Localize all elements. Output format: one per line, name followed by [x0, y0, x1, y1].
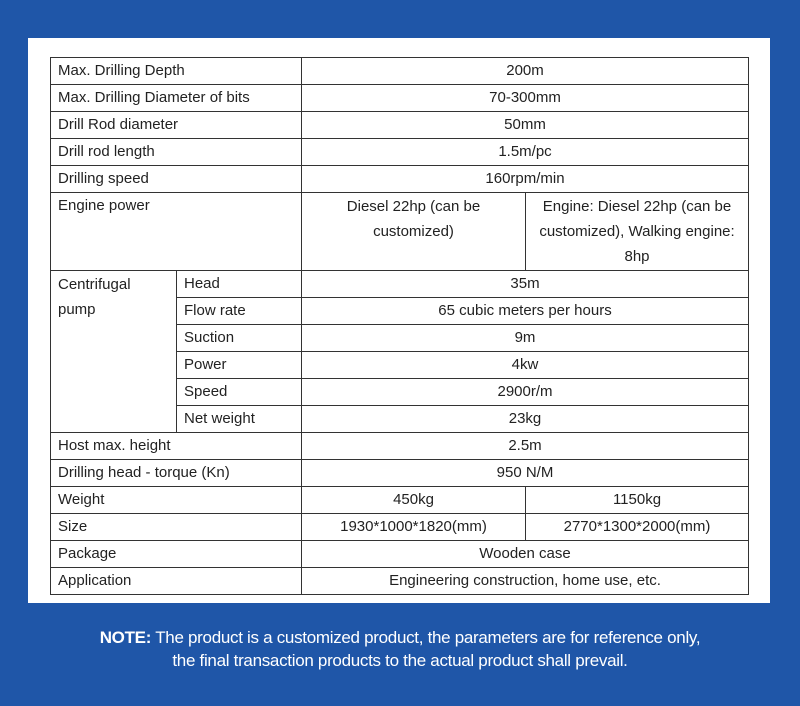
row-value-a: 450kg	[302, 487, 526, 514]
table-row	[51, 139, 749, 166]
disclaimer-note	[0, 626, 800, 672]
row-label: Engine power	[51, 193, 302, 271]
table-row	[51, 166, 749, 193]
row-value: 160rpm/min	[302, 166, 749, 193]
row-label: Speed	[177, 379, 302, 406]
table-row	[51, 433, 749, 460]
row-label: Drill Rod diameter	[51, 112, 302, 139]
row-value: 35m	[302, 271, 749, 298]
table-row	[51, 541, 749, 568]
table-row	[51, 193, 749, 271]
note-prefix: NOTE:	[99, 628, 152, 647]
row-label: Host max. height	[51, 433, 302, 460]
row-value-a: 1930*1000*1820(mm)	[302, 514, 526, 541]
row-label: Drilling head - torque (Kn)	[51, 460, 302, 487]
row-value: 1.5m/pc	[302, 139, 749, 166]
row-value-b: 2770*1300*2000(mm)	[526, 514, 749, 541]
row-value: 950 N/M	[302, 460, 749, 487]
row-value-b: Engine: Diesel 22hp (can be customized), Walking engine: 8hp	[526, 193, 749, 271]
row-value: Wooden case	[302, 541, 749, 568]
row-label: Drill rod length	[51, 139, 302, 166]
row-label: Head	[177, 271, 302, 298]
row-label: Drilling speed	[51, 166, 302, 193]
row-value: 200m	[302, 58, 749, 85]
table-row	[51, 85, 749, 112]
row-value: 70-300mm	[302, 85, 749, 112]
row-value: 50mm	[302, 112, 749, 139]
row-value: 65 cubic meters per hours	[302, 298, 749, 325]
row-label: Max. Drilling Depth	[51, 58, 302, 85]
table-row	[51, 271, 749, 298]
row-value-b: 1150kg	[526, 487, 749, 514]
table-row	[51, 514, 749, 541]
spec-table	[50, 57, 749, 595]
row-label: Application	[51, 568, 302, 595]
row-value: 9m	[302, 325, 749, 352]
row-label: Max. Drilling Diameter of bits	[51, 85, 302, 112]
row-value: 2900r/m	[302, 379, 749, 406]
pump-group-label: Centrifugal pump	[51, 271, 177, 433]
row-label: Power	[177, 352, 302, 379]
note-line-2: the final transaction products to the actual product shall prevail.	[172, 651, 628, 670]
row-value: 23kg	[302, 406, 749, 433]
row-value: Engineering construction, home use, etc.	[302, 568, 749, 595]
table-row	[51, 58, 749, 85]
table-row	[51, 460, 749, 487]
row-label: Suction	[177, 325, 302, 352]
note-line-1: The product is a customized product, the parameters are for reference only,	[151, 628, 701, 647]
row-label: Net weight	[177, 406, 302, 433]
row-value: 4kw	[302, 352, 749, 379]
row-label: Size	[51, 514, 302, 541]
row-value: 2.5m	[302, 433, 749, 460]
row-label: Weight	[51, 487, 302, 514]
row-label: Package	[51, 541, 302, 568]
table-row	[51, 487, 749, 514]
table-row	[51, 112, 749, 139]
row-label: Flow rate	[177, 298, 302, 325]
table-row	[51, 568, 749, 595]
row-value-a: Diesel 22hp (can be customized)	[302, 193, 526, 271]
